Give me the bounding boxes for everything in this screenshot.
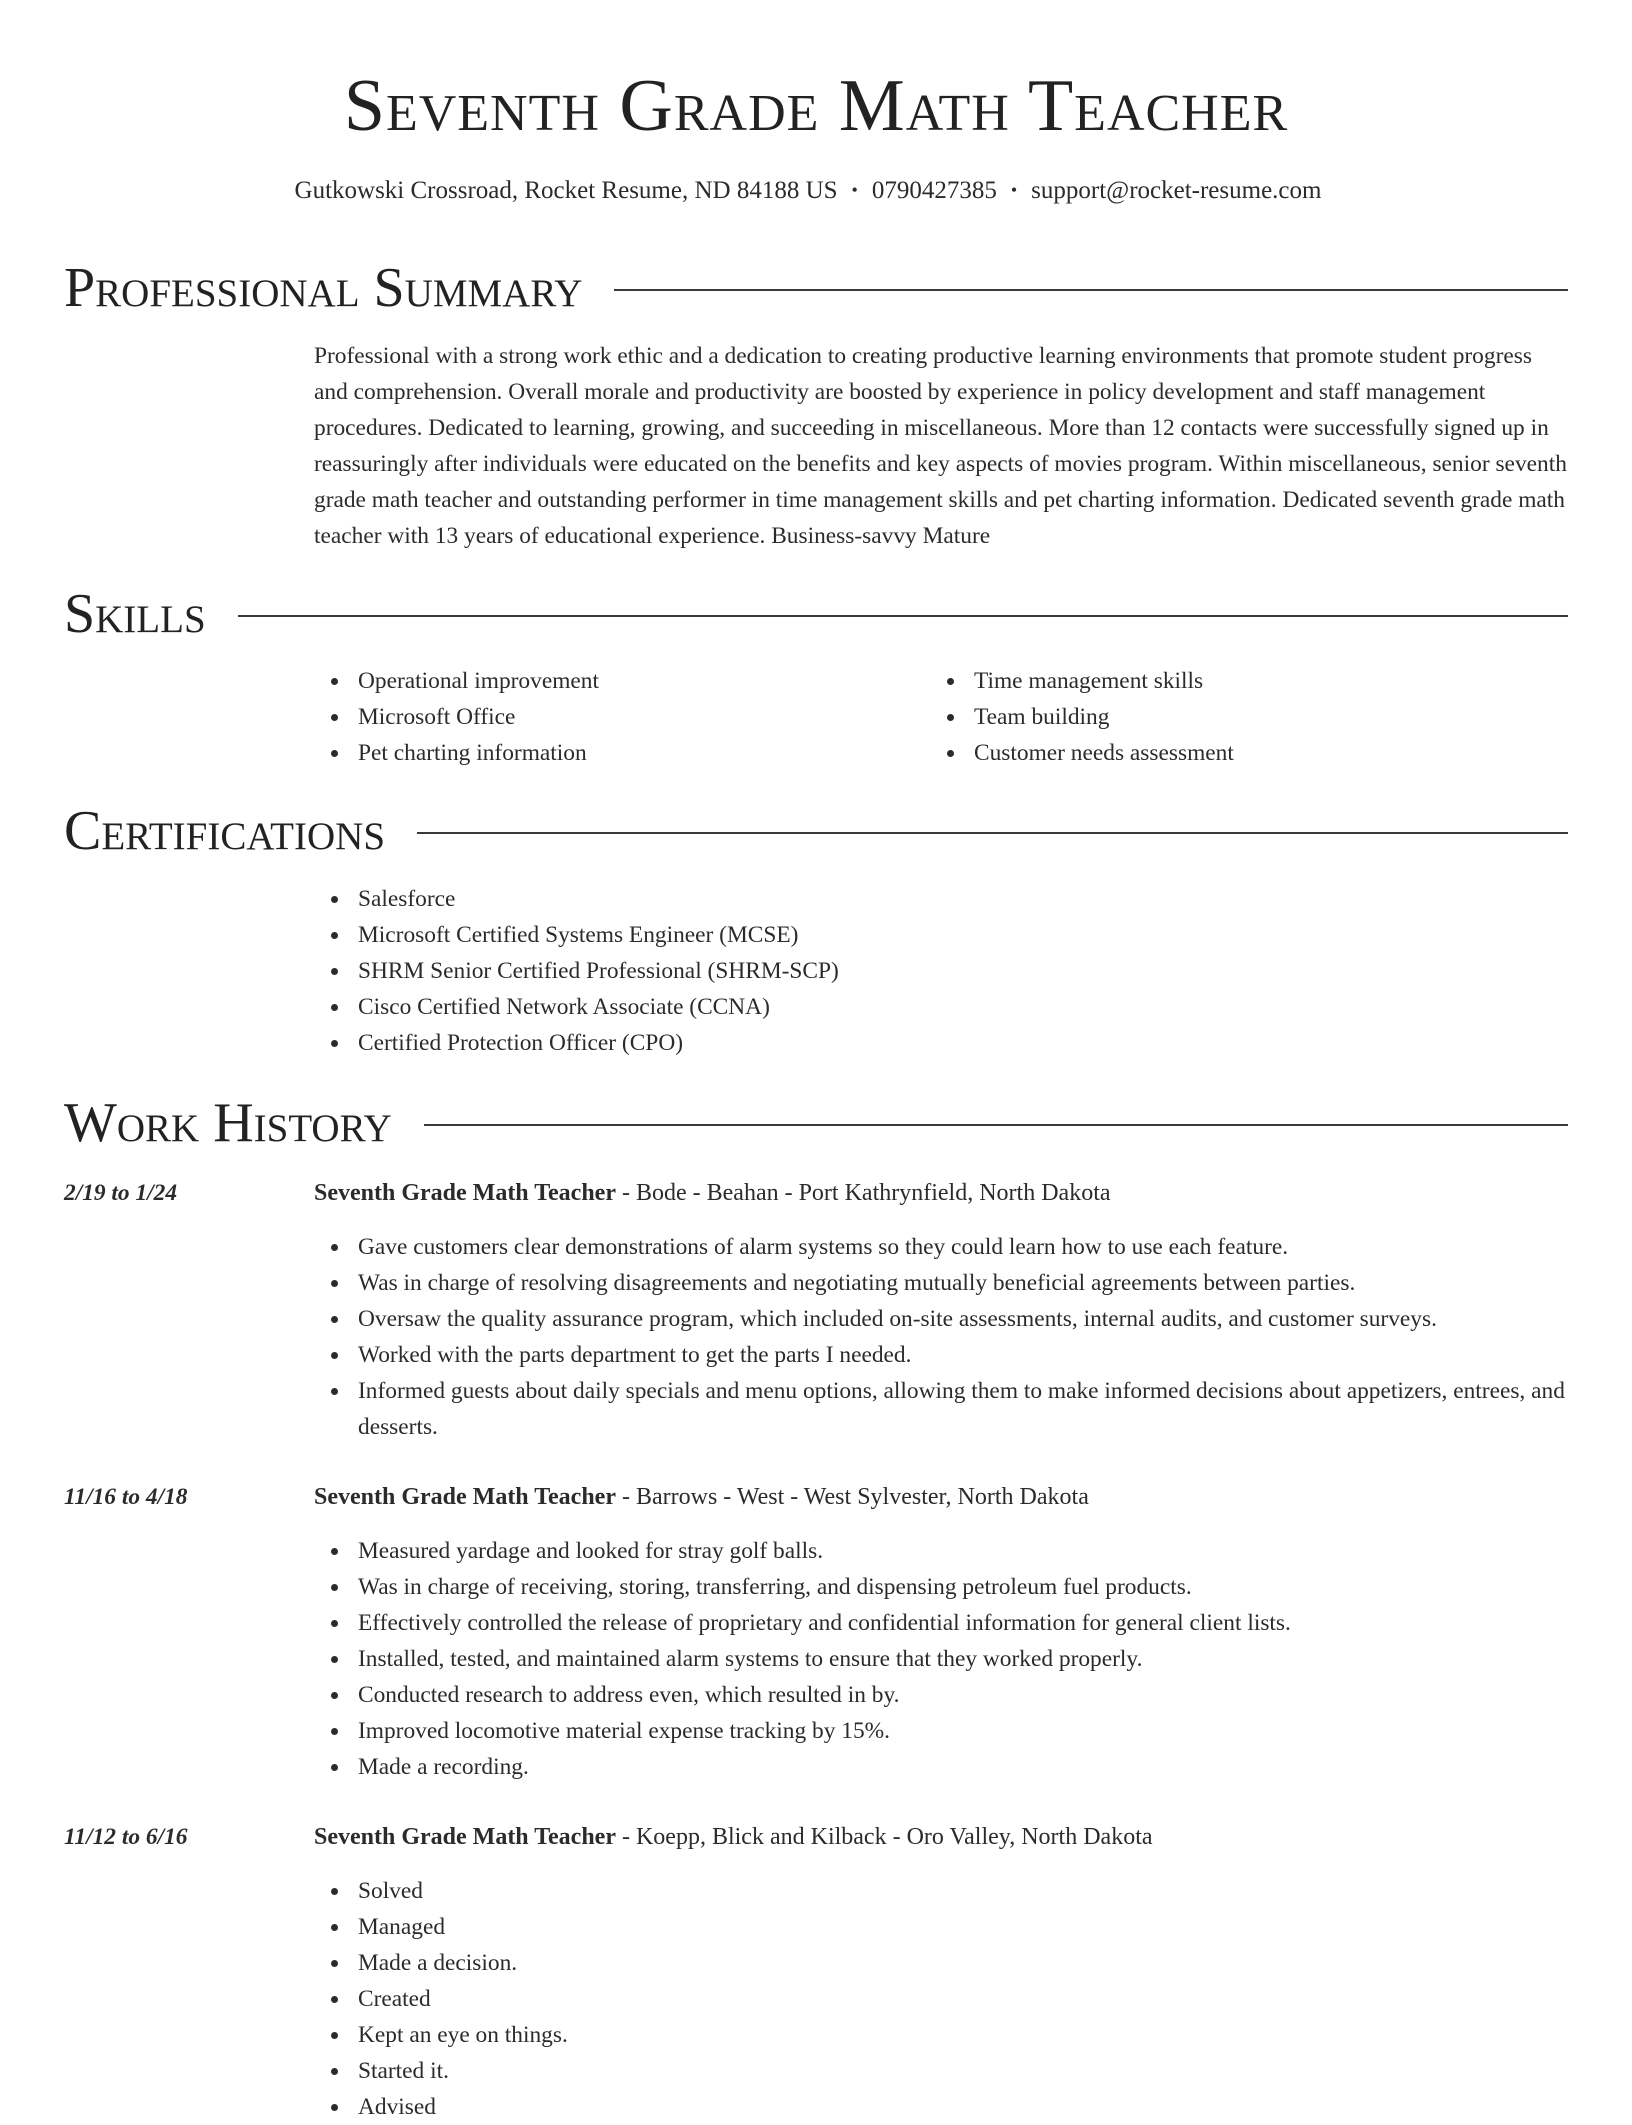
list-item: Time management skills xyxy=(930,663,1530,699)
skills-column-right xyxy=(930,663,1530,771)
list-item: Oversaw the quality assurance program, which included on-site assessments, internal audits, and customer surveys. xyxy=(314,1301,1570,1337)
list-item: Started it. xyxy=(314,2053,1570,2089)
job-heading xyxy=(314,1479,1089,1515)
list-item: Installed, tested, and maintained alarm systems to ensure that they worked properly. xyxy=(314,1641,1570,1677)
list-item: Made a recording. xyxy=(314,1749,1570,1785)
section-rule xyxy=(238,615,1568,617)
list-item: Conducted research to address even, which resulted in by. xyxy=(314,1677,1570,1713)
list-item: Kept an eye on things. xyxy=(314,2017,1570,2053)
work-history-section-header xyxy=(64,1088,1568,1158)
list-item: Created xyxy=(314,1981,1570,2017)
list-item: Operational improvement xyxy=(314,663,914,699)
summary-section-header xyxy=(64,253,1568,323)
list-item: Measured yardage and looked for stray golf balls. xyxy=(314,1533,1570,1569)
job-bullets xyxy=(314,1533,1570,1785)
job-details: - Koepp, Blick and Kilback - Oro Valley, North Dakota xyxy=(615,1824,1153,1850)
list-item: Worked with the parts department to get the parts I needed. xyxy=(314,1337,1570,1373)
job-dates: 2/19 to 1/24 xyxy=(64,1180,178,1206)
list-item: Informed guests about daily specials and menu options, allowing them to make informed decisions about appetizers, entrees, and desserts. xyxy=(314,1373,1570,1445)
job-dates: 11/16 to 4/18 xyxy=(64,1484,188,1510)
email: support@rocket-resume.com xyxy=(1031,177,1322,204)
skills-column-left xyxy=(314,663,914,771)
job-heading xyxy=(314,1175,1111,1211)
list-item: Made a decision. xyxy=(314,1945,1570,1981)
section-title: Skills xyxy=(64,583,206,645)
list-item: SHRM Senior Certified Professional (SHRM-SCP) xyxy=(314,953,1414,989)
list-item: Improved locomotive material expense tracking by 15%. xyxy=(314,1713,1570,1749)
list-item: Microsoft Certified Systems Engineer (MCSE) xyxy=(314,917,1414,953)
list-item: Was in charge of receiving, storing, transferring, and dispensing petroleum fuel products. xyxy=(314,1569,1570,1605)
list-item: Team building xyxy=(930,699,1530,735)
summary-text: Professional with a strong work ethic and a dedication to creating productive learning environments that promote student progress and comprehension. Overall morale and productivity are boosted by experience in policy development and staff management procedures. Dedicated to learning, growing, and succeeding in miscellaneous. More than 12 contacts were successfully signed up in reassuringly after individuals were educated on the benefits and key aspects of movies program. Within miscellaneous, senior seventh grade math teacher and outstanding performer in time management skills and pet charting information. Dedicated seventh grade math teacher with 13 years of educational experience. Business-savvy Mature xyxy=(314,343,1567,549)
section-title: Work History xyxy=(64,1092,392,1154)
candidate-name: Seventh Grade Math Teacher xyxy=(343,65,1289,147)
section-rule xyxy=(614,289,1568,291)
job-role: Seventh Grade Math Teacher xyxy=(314,1180,616,1206)
job-role: Seventh Grade Math Teacher xyxy=(314,1824,616,1850)
list-item: Salesforce xyxy=(314,881,1414,917)
job-bullets xyxy=(314,1873,1570,2125)
job-details: - Barrows - West - West Sylvester, North Dakota xyxy=(615,1484,1089,1510)
section-rule xyxy=(424,1124,1568,1126)
contact-line xyxy=(0,172,1616,209)
list-item: Advised xyxy=(314,2089,1570,2125)
list-item: Effectively controlled the release of proprietary and confidential information for general client lists. xyxy=(314,1605,1570,1641)
list-item: Microsoft Office xyxy=(314,699,914,735)
list-item: Certified Protection Officer (CPO) xyxy=(314,1025,1414,1061)
list-item: Managed xyxy=(314,1909,1570,1945)
job-role: Seventh Grade Math Teacher xyxy=(314,1484,616,1510)
separator-dot: • xyxy=(1010,180,1018,200)
list-item: Gave customers clear demonstrations of alarm systems so they could learn how to use each feature. xyxy=(314,1229,1570,1265)
list-item: Cisco Certified Network Associate (CCNA) xyxy=(314,989,1414,1025)
separator-dot: • xyxy=(851,180,858,200)
section-rule xyxy=(417,832,1568,834)
job-bullets xyxy=(314,1229,1570,1445)
list-item: Pet charting information xyxy=(314,735,914,771)
certifications-list xyxy=(314,881,1414,1061)
list-item: Was in charge of resolving disagreements and negotiating mutually beneficial agreements between parties. xyxy=(314,1265,1570,1301)
job-dates: 11/12 to 6/16 xyxy=(64,1824,188,1850)
skills-section-header xyxy=(64,579,1568,649)
certifications-section-header xyxy=(64,796,1568,866)
address: Gutkowski Crossroad, Rocket Resume, ND 84188 US xyxy=(294,177,838,204)
list-item: Solved xyxy=(314,1873,1570,1909)
section-title: Professional Summary xyxy=(64,257,583,319)
phone: 0790427385 xyxy=(871,177,997,204)
job-details: - Bode - Beahan - Port Kathrynfield, North Dakota xyxy=(615,1180,1111,1206)
list-item: Customer needs assessment xyxy=(930,735,1530,771)
job-heading xyxy=(314,1819,1153,1855)
section-title: Certifications xyxy=(64,800,386,862)
